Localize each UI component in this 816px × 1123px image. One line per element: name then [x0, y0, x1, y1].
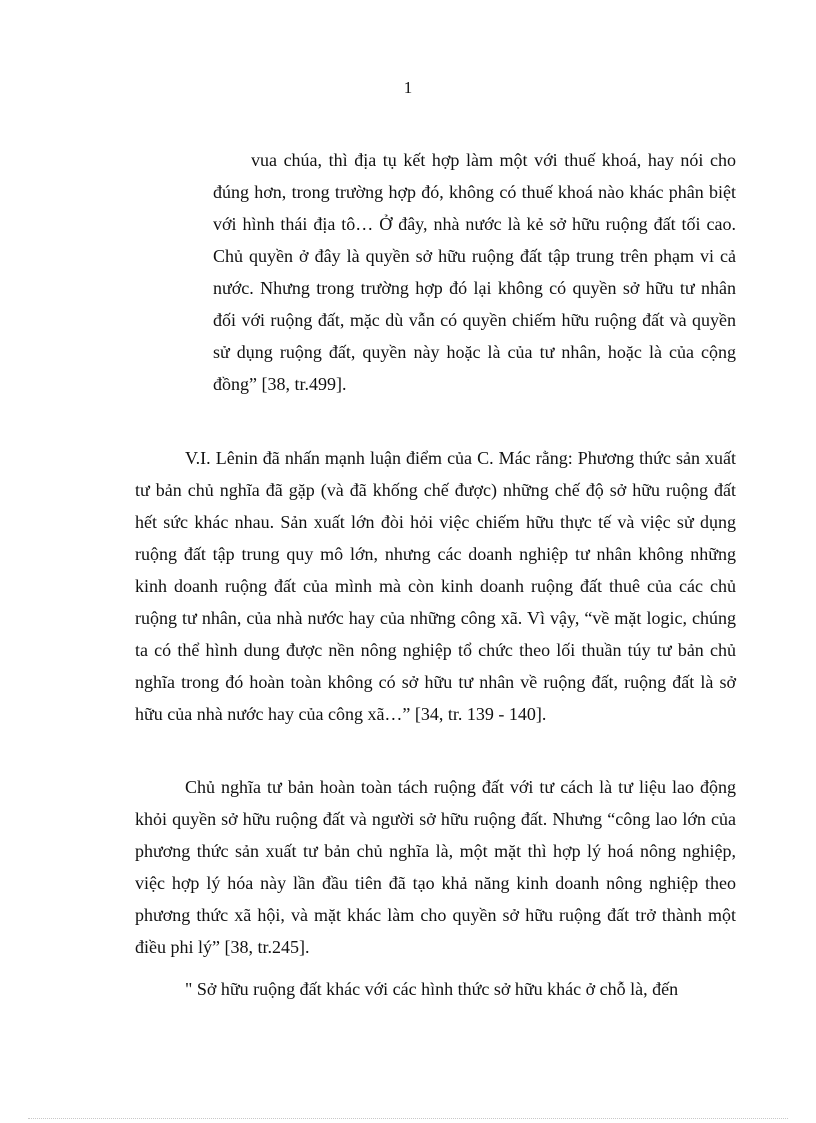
page-number: 1	[403, 78, 413, 97]
body-paragraph-capitalism: Chủ nghĩa tư bản hoàn toàn tách ruộng đất với tư cách là tư liệu lao động khỏi quyền sở hữu ruộng đất và người sở hữu ruộng đất. Nhưng “công lao lớn của phương thức sản xuất tư bản chủ nghĩa là, một mặt thì hợp lý hoá nông nghiệp, việc hợp lý hóa này lần đầu tiên đã tạo khả năng kinh doanh nông nghiệp theo phương thức xã hội, và mặt khác làm cho quyền sở hữu ruộng đất trở thành một điều phi lý” [38, tr.245].	[135, 777, 736, 957]
page-bottom-divider	[28, 1118, 788, 1119]
body-paragraph-land-ownership: " Sở hữu ruộng đất khác với các hình thức sở hữu khác ở chỗ là, đến	[185, 979, 679, 999]
body-paragraph-lenin: V.I. Lênin đã nhấn mạnh luận điểm của C. Mác rằng: Phương thức sản xuất tư bản chủ nghĩa đã gặp (và đã khống chế được) những chế độ sở hữu ruộng đất hết sức khác nhau. Sản xuất lớn đòi hỏi việc chiếm hữu thực tế và việc sử dụng ruộng đất tập trung quy mô lớn, nhưng các doanh nghiệp tư nhân không những kinh doanh ruộng đất của mình mà còn kinh doanh ruộng đất thuê của các chủ ruộng tư nhân, của nhà nước hay của những công xã. Vì vậy, “về mặt logic, chúng ta có thể hình dung được nền nông nghiệp tổ chức theo lối thuần túy tư bản chủ nghĩa trong đó hoàn toàn không có sở hữu tư nhân về ruộng đất, ruộng đất là sở hữu của nhà nước hay của công xã…” [34, tr. 139 - 140].	[135, 448, 736, 724]
block-quote-paragraph: vua chúa, thì địa tụ kết hợp làm một với thuế khoá, hay nói cho đúng hơn, trong trường hợp đó, không có thuế khoá nào khác phân biệt với hình thái địa tô… Ở đây, nhà nước là kẻ sở hữu ruộng đất tối cao. Chủ quyền ở đây là quyền sở hữu ruộng đất tập trung trên phạm vi cả nước. Nhưng trong trường hợp đó lại không có quyền sở hữu tư nhân đối với ruộng đất, mặc dù vẫn có quyền chiếm hữu ruộng đất và quyền sử dụng ruộng đất, quyền này hoặc là của tư nhân, hoặc là của cộng đồng” [38, tr.499].	[213, 150, 736, 394]
